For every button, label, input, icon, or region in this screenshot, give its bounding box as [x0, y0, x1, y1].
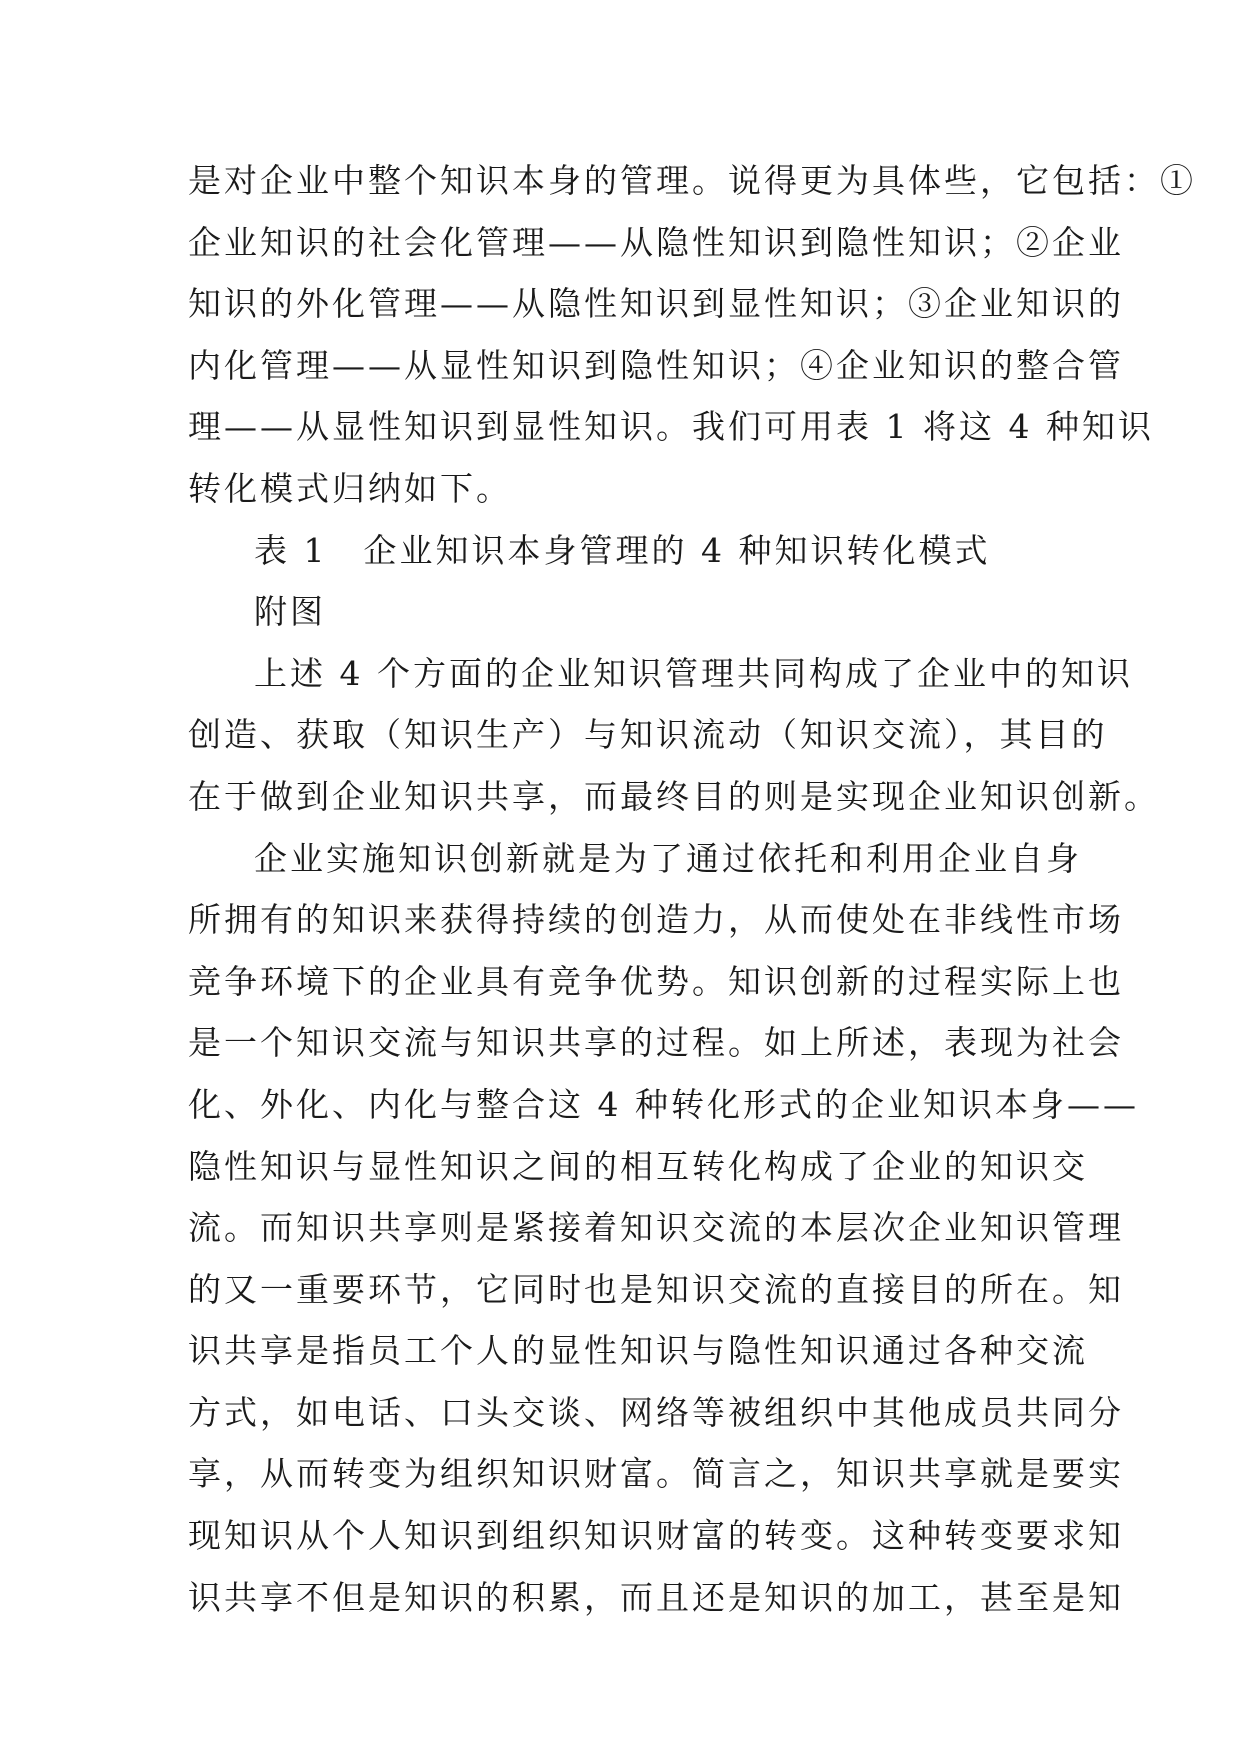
text-line: 企业实施知识创新就是为了通过依托和利用企业自身	[254, 838, 1082, 878]
text-line: 附图	[254, 592, 326, 632]
text-line: 享，从而转变为组织知识财富。简言之，知识共享就是要实	[188, 1454, 1124, 1494]
text-line: 方式，如电话、口头交谈、网络等被组织中其他成员共同分	[188, 1392, 1124, 1432]
text-line: 是对企业中整个知识本身的管理。说得更为具体些，它包括：①	[188, 161, 1196, 200]
text-line: 在于做到企业知识共享，而最终目的则是实现企业知识创新。	[188, 776, 1160, 816]
text-line: 隐性知识与显性知识之间的相互转化构成了企业的知识交	[188, 1146, 1088, 1186]
text-line: 识共享是指员工个人的显性知识与隐性知识通过各种交流	[188, 1331, 1088, 1371]
text-line: 所拥有的知识来获得持续的创造力，从而使处在非线性市场	[188, 900, 1124, 940]
text-line: 现知识从个人知识到组织知识财富的转变。这种转变要求知	[188, 1516, 1124, 1556]
text-line: 转化模式归纳如下。	[188, 468, 512, 508]
text-line: 的又一重要环节，它同时也是知识交流的直接目的所在。知	[188, 1269, 1124, 1309]
text-line: 创造、获取（知识生产）与知识流动（知识交流），其目的	[188, 715, 1108, 755]
text-line: 化、外化、内化与整合这 4 种转化形式的企业知识本身——	[188, 1084, 1139, 1124]
text-line: 内化管理——从显性知识到隐性知识；④企业知识的整合管	[188, 345, 1124, 385]
text-line: 知识的外化管理——从隐性知识到显性知识；③企业知识的	[188, 284, 1124, 324]
text-line: 理——从显性知识到显性知识。我们可用表 1 将这 4 种知识	[188, 407, 1154, 447]
text-line: 流。而知识共享则是紧接着知识交流的本层次企业知识管理	[188, 1208, 1124, 1248]
text-line: 竞争环境下的企业具有竞争优势。知识创新的过程实际上也	[188, 961, 1124, 1001]
text-line: 识共享不但是知识的积累，而且还是知识的加工，甚至是知	[188, 1577, 1124, 1617]
body-text	[188, 150, 1196, 1628]
text-line: 上述 4 个方面的企业知识管理共同构成了企业中的知识	[254, 653, 1133, 693]
text-line: 是一个知识交流与知识共享的过程。如上所述，表现为社会	[188, 1023, 1124, 1063]
text-line: 企业知识的社会化管理——从隐性知识到隐性知识；②企业	[188, 222, 1124, 262]
text-line: 表 1 企业知识本身管理的 4 种知识转化模式	[254, 530, 991, 570]
